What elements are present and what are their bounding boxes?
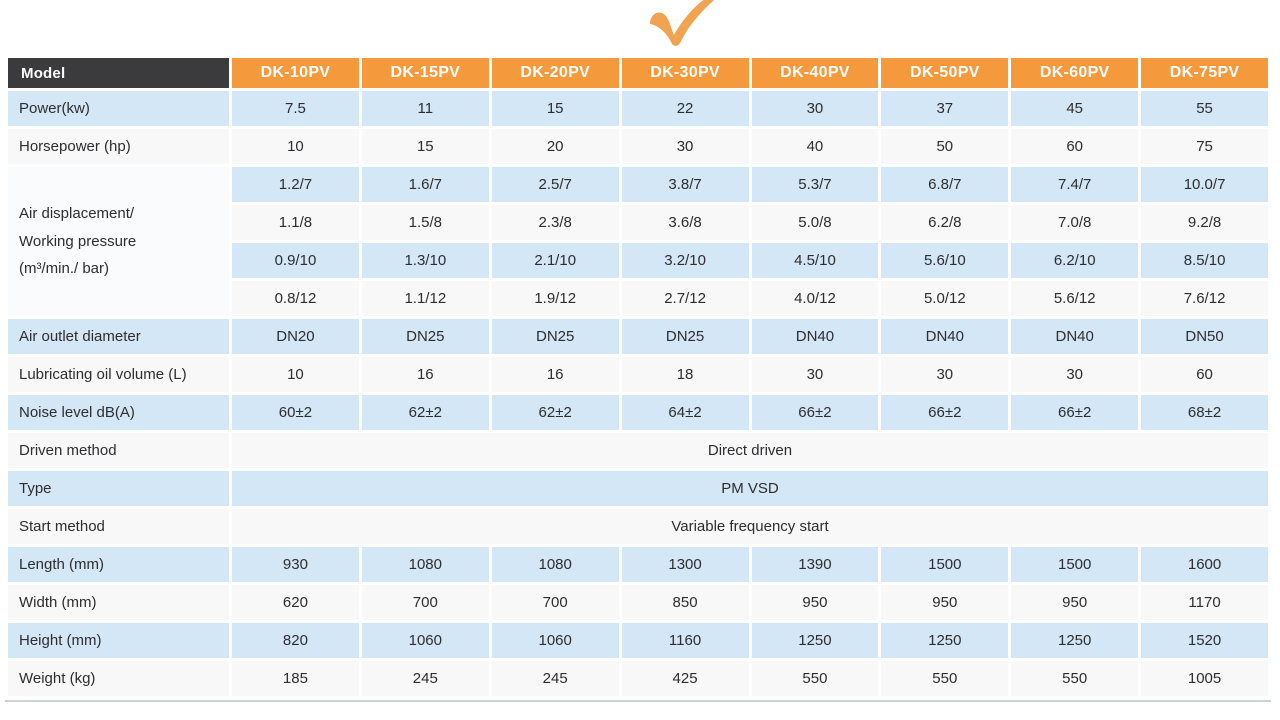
- row-label: Horsepower (hp): [8, 129, 229, 164]
- spec-value-cell: 60: [1141, 357, 1268, 392]
- header-row: [8, 58, 1268, 88]
- spec-value-cell: 1250: [752, 623, 879, 658]
- spec-value-cell: 30: [622, 129, 749, 164]
- spec-value-cell: 3.6/8: [622, 205, 749, 240]
- table-row: [8, 357, 1268, 392]
- spec-value-cell: 68±2: [1141, 395, 1268, 430]
- spec-value-cell: DN20: [232, 319, 359, 354]
- spec-value-cell: 55: [1141, 91, 1268, 126]
- spec-value-cell: 0.8/12: [232, 281, 359, 316]
- spec-value-cell: 1080: [362, 547, 489, 582]
- spec-value-cell: 11: [362, 91, 489, 126]
- row-label: Start method: [8, 509, 229, 544]
- spec-value-cell: 0.9/10: [232, 243, 359, 278]
- spec-value-cell: 1390: [752, 547, 879, 582]
- spec-value-cell: 620: [232, 585, 359, 620]
- table-row: [8, 471, 1268, 506]
- spec-value-cell: DN25: [622, 319, 749, 354]
- spec-value-cell: 15: [362, 129, 489, 164]
- spec-value-cell: 1060: [362, 623, 489, 658]
- spec-value-cell: DN50: [1141, 319, 1268, 354]
- row-label: Noise level dB(A): [8, 395, 229, 430]
- spec-value-cell: 2.1/10: [492, 243, 619, 278]
- spec-value-cell: 6.2/8: [881, 205, 1008, 240]
- spec-value-cell: 1060: [492, 623, 619, 658]
- spec-value-cell: 60±2: [232, 395, 359, 430]
- spec-value-cell: 245: [492, 661, 619, 696]
- spec-value-cell: 5.0/12: [881, 281, 1008, 316]
- spec-value-cell: 66±2: [752, 395, 879, 430]
- row-label-line: Air displacement/: [19, 204, 135, 222]
- spec-value-cell: 50: [881, 129, 1008, 164]
- spec-value-cell: 10: [232, 357, 359, 392]
- spec-value-cell: 1500: [1011, 547, 1138, 582]
- spec-value-cell: 2.7/12: [622, 281, 749, 316]
- model-column-header: DK-50PV: [881, 58, 1008, 88]
- spec-value-cell: 1080: [492, 547, 619, 582]
- spec-value-cell: 2.5/7: [492, 167, 619, 202]
- merged-value-cell: Variable frequency start: [232, 509, 1268, 544]
- spec-value-cell: 1005: [1141, 661, 1268, 696]
- spec-value-cell: 15: [492, 91, 619, 126]
- spec-value-cell: 45: [1011, 91, 1138, 126]
- spec-value-cell: 9.2/8: [1141, 205, 1268, 240]
- spec-value-cell: 1520: [1141, 623, 1268, 658]
- table-row: [8, 167, 1268, 202]
- spec-value-cell: 1.2/7: [232, 167, 359, 202]
- row-label: Lubricating oil volume (L): [8, 357, 229, 392]
- table-row: [8, 129, 1268, 164]
- table-row: [8, 319, 1268, 354]
- merged-value-cell: Direct driven: [232, 433, 1268, 468]
- row-label: Type: [8, 471, 229, 506]
- spec-value-cell: 16: [492, 357, 619, 392]
- row-label: Weight (kg): [8, 661, 229, 696]
- spec-value-cell: 1.9/12: [492, 281, 619, 316]
- spec-value-cell: 10: [232, 129, 359, 164]
- spec-value-cell: 16: [362, 357, 489, 392]
- spec-value-cell: DN40: [881, 319, 1008, 354]
- spec-value-cell: 550: [1011, 661, 1138, 696]
- table-row: [8, 547, 1268, 582]
- spec-value-cell: 62±2: [492, 395, 619, 430]
- spec-value-cell: 1.6/7: [362, 167, 489, 202]
- spec-value-cell: 1500: [881, 547, 1008, 582]
- spec-value-cell: 40: [752, 129, 879, 164]
- spec-value-cell: 30: [881, 357, 1008, 392]
- spec-value-cell: 6.2/10: [1011, 243, 1138, 278]
- spec-value-cell: 20: [492, 129, 619, 164]
- spec-value-cell: 700: [492, 585, 619, 620]
- row-label: Width (mm): [8, 585, 229, 620]
- model-column-header: DK-20PV: [492, 58, 619, 88]
- spec-value-cell: DN40: [1011, 319, 1138, 354]
- spec-value-cell: 30: [752, 357, 879, 392]
- spec-value-cell: 75: [1141, 129, 1268, 164]
- spec-value-cell: DN25: [362, 319, 489, 354]
- spec-value-cell: 950: [1011, 585, 1138, 620]
- spec-value-cell: 5.6/10: [881, 243, 1008, 278]
- model-column-header: DK-15PV: [362, 58, 489, 88]
- row-label-line: Working pressure: [19, 232, 137, 250]
- spec-value-cell: 550: [752, 661, 879, 696]
- spec-value-cell: 4.5/10: [752, 243, 879, 278]
- spec-value-cell: 30: [752, 91, 879, 126]
- row-label: Air outlet diameter: [8, 319, 229, 354]
- table-row: [8, 585, 1268, 620]
- spec-value-cell: 30: [1011, 357, 1138, 392]
- spec-value-cell: 7.0/8: [1011, 205, 1138, 240]
- spec-value-cell: 7.5: [232, 91, 359, 126]
- spec-value-cell: 1600: [1141, 547, 1268, 582]
- spec-value-cell: 62±2: [362, 395, 489, 430]
- spec-value-cell: 1170: [1141, 585, 1268, 620]
- table-row: [8, 91, 1268, 126]
- spec-value-cell: 950: [752, 585, 879, 620]
- checkmark-icon: [642, 0, 722, 50]
- model-column-header: DK-75PV: [1141, 58, 1268, 88]
- spec-value-cell: 66±2: [881, 395, 1008, 430]
- spec-value-cell: 1.1/12: [362, 281, 489, 316]
- spec-value-cell: 245: [362, 661, 489, 696]
- model-column-header: DK-60PV: [1011, 58, 1138, 88]
- table-row: [8, 661, 1268, 696]
- spec-value-cell: 6.8/7: [881, 167, 1008, 202]
- row-label-line: (m³/min./ bar): [19, 260, 109, 278]
- model-column-header: DK-30PV: [622, 58, 749, 88]
- spec-value-cell: 850: [622, 585, 749, 620]
- spec-value-cell: 3.8/7: [622, 167, 749, 202]
- spec-table-container: [5, 55, 1271, 702]
- spec-value-cell: 1250: [881, 623, 1008, 658]
- model-column-header: DK-40PV: [752, 58, 879, 88]
- row-label-group: [8, 167, 229, 316]
- spec-value-cell: 66±2: [1011, 395, 1138, 430]
- spec-value-cell: 8.5/10: [1141, 243, 1268, 278]
- spec-value-cell: 1.5/8: [362, 205, 489, 240]
- spec-value-cell: 1160: [622, 623, 749, 658]
- spec-value-cell: 22: [622, 91, 749, 126]
- spec-value-cell: 700: [362, 585, 489, 620]
- spec-value-cell: 550: [881, 661, 1008, 696]
- row-label: Power(kw): [8, 91, 229, 126]
- spec-value-cell: 185: [232, 661, 359, 696]
- row-label: Height (mm): [8, 623, 229, 658]
- spec-value-cell: 1.3/10: [362, 243, 489, 278]
- spec-value-cell: 10.0/7: [1141, 167, 1268, 202]
- spec-table-body: [8, 91, 1268, 696]
- spec-value-cell: 5.3/7: [752, 167, 879, 202]
- spec-value-cell: DN25: [492, 319, 619, 354]
- spec-value-cell: 37: [881, 91, 1008, 126]
- table-row: [8, 395, 1268, 430]
- spec-value-cell: 64±2: [622, 395, 749, 430]
- spec-value-cell: 2.3/8: [492, 205, 619, 240]
- merged-value-cell: PM VSD: [232, 471, 1268, 506]
- spec-value-cell: 950: [881, 585, 1008, 620]
- spec-value-cell: 1250: [1011, 623, 1138, 658]
- spec-table-header: [8, 58, 1268, 88]
- table-row: [8, 433, 1268, 468]
- model-header-cell: Model: [8, 58, 229, 88]
- spec-value-cell: 7.6/12: [1141, 281, 1268, 316]
- spec-value-cell: 930: [232, 547, 359, 582]
- spec-value-cell: 60: [1011, 129, 1138, 164]
- spec-value-cell: 5.0/8: [752, 205, 879, 240]
- table-row: [8, 623, 1268, 658]
- spec-value-cell: 1.1/8: [232, 205, 359, 240]
- spec-value-cell: 4.0/12: [752, 281, 879, 316]
- spec-table: [5, 55, 1271, 699]
- spec-value-cell: 1300: [622, 547, 749, 582]
- spec-value-cell: 820: [232, 623, 359, 658]
- spec-value-cell: 7.4/7: [1011, 167, 1138, 202]
- row-label: Length (mm): [8, 547, 229, 582]
- spec-value-cell: 425: [622, 661, 749, 696]
- spec-value-cell: 18: [622, 357, 749, 392]
- row-label: Driven method: [8, 433, 229, 468]
- model-column-header: DK-10PV: [232, 58, 359, 88]
- spec-value-cell: DN40: [752, 319, 879, 354]
- spec-value-cell: 3.2/10: [622, 243, 749, 278]
- table-row: [8, 509, 1268, 544]
- spec-value-cell: 5.6/12: [1011, 281, 1138, 316]
